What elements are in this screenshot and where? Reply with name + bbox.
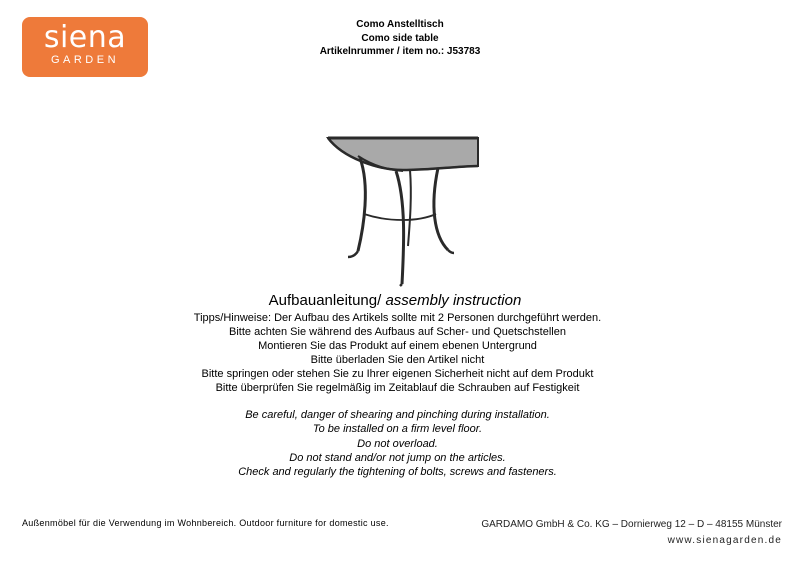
siena-garden-logo [22,17,148,77]
german-tip: Bitte springen oder stehen Sie zu Ihrer eigenen Sicherheit nicht auf dem Produkt [201,368,594,380]
english-tip: Do not stand and/or not jump on the articles. [289,451,506,464]
english-tip: To be installed on a firm level floor. [312,423,483,436]
german-tip: Bitte überladen Sie den Artikel nicht [310,354,485,366]
product-header [250,18,550,59]
german-tip: Bitte überprüfen Sie regelmäßig im Zeitablauf die Schrauben auf Festigkeit [215,382,580,394]
company-address: GARDAMO GmbH & Co. KG – Dornierweg 12 – D – 48155 Münster [481,519,782,530]
title-english: assembly instruction [385,292,522,309]
english-tip: Do not overload. [357,437,438,450]
german-tips [0,311,795,395]
german-tip: Montieren Sie das Produkt auf einem ebenen Untergrund [258,340,537,352]
logo-brand-text: siena [43,20,127,55]
website-link[interactable]: www.sienagarden.de [667,535,782,546]
product-name-de: Como Anstelltisch [356,19,444,30]
item-number: Artikelnrummer / item no.: J53783 [319,46,481,57]
title-german: Aufbauanleitung/ [268,292,386,309]
usage-note: Außenmöbel für die Verwendung im Wohnbereich. Outdoor furniture for domestic use. [22,518,389,528]
english-tips [0,408,795,479]
english-tip: Be careful, danger of shearing and pinching during installation. [245,409,550,421]
german-tip: Tipps/Hinweise: Der Aufbau des Artikels sollte mit 2 Personen durchgeführt werden. [193,312,602,324]
assembly-title [0,292,790,309]
german-tip: Bitte achten Sie während des Aufbaus auf Scher- und Quetschstellen [229,326,566,338]
half-round-side-table-icon [318,126,488,291]
english-tip: Check and regularly the tightening of bolts, screws and fasteners. [238,466,557,479]
logo-sub-text: GARDEN [50,54,120,66]
company-info [481,517,782,549]
product-name-en: Como side table [361,32,439,44]
